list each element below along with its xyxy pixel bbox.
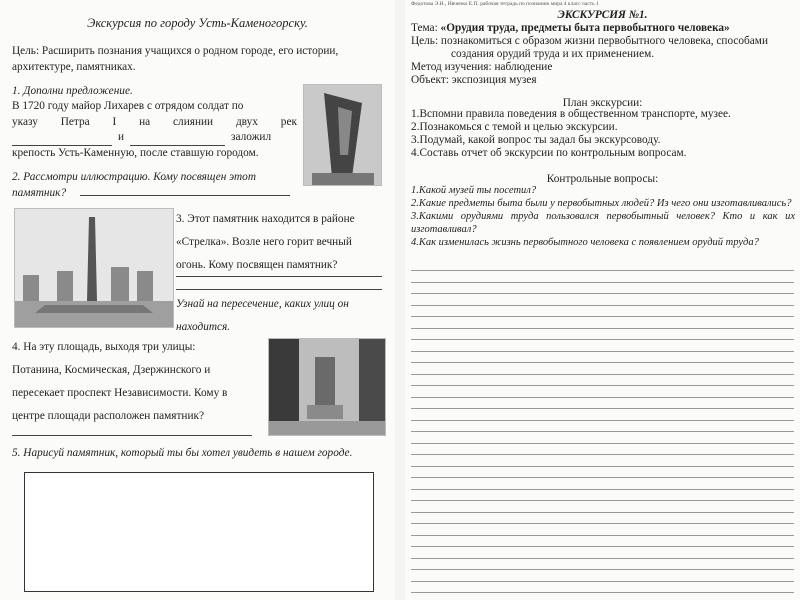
answer-line[interactable]	[411, 535, 794, 536]
answer-line[interactable]	[411, 500, 794, 501]
method-text: Метод изучения: наблюдение	[411, 61, 553, 73]
answer-line[interactable]	[411, 282, 794, 283]
q1-text: В 1720 году майор Лихарев с отрядом солдат по указу Петра I на слиянии двух рек и заложил крепость Усть-Каменную, после ставшую городом.	[12, 100, 297, 159]
monument-photo	[303, 84, 382, 186]
plan-list	[411, 108, 795, 160]
control-question: 2.Какие предметы быта были у первобытных людей? Из чего они изготавливались?	[411, 198, 792, 209]
answer-line[interactable]	[411, 489, 794, 490]
answer-line[interactable]	[411, 339, 794, 340]
q2-answer-line[interactable]	[80, 184, 290, 196]
q5-text: 5. Нарисуй памятник, который ты бы хотел увидеть в нашем городе.	[12, 447, 353, 459]
answer-line[interactable]	[411, 558, 794, 559]
answer-line[interactable]	[411, 293, 794, 294]
q3-text: 3. Этот памятник находится в районе «Стрелка». Возле него горит вечный огонь. Кому посвящен памятник?	[176, 213, 355, 271]
left-goal: Цель: Расширить познания учащихся о родном городе, его истории, архитектуре, памятниках.	[12, 45, 339, 73]
plan-item: 3.Подумай, какой вопрос ты задал бы экскурсоводу.	[411, 134, 661, 146]
answer-line[interactable]	[411, 316, 794, 317]
answer-line[interactable]	[411, 431, 794, 432]
theme-text: «Орудия труда, предметы быта первобытного человека»	[440, 22, 730, 34]
answer-line[interactable]	[411, 443, 794, 444]
q3-answer-line-2[interactable]	[176, 289, 382, 290]
answer-line[interactable]	[411, 477, 794, 478]
answer-line[interactable]	[411, 362, 794, 363]
right-worksheet-page	[405, 0, 800, 600]
answer-line[interactable]	[411, 270, 794, 271]
answer-line[interactable]	[411, 512, 794, 513]
q1-blank-river-2[interactable]	[130, 134, 225, 146]
right-page-title: ЭКСКУРСИЯ №1.	[557, 9, 648, 21]
q3-extra: Узнай на пересечение, каких улиц он находится.	[176, 298, 349, 333]
obelisk-photo	[14, 208, 174, 328]
answer-line[interactable]	[411, 546, 794, 547]
answer-line[interactable]	[411, 408, 794, 409]
plan-item: 4.Составь отчет об экскурсии по контрольным вопросам.	[411, 147, 687, 159]
answer-line[interactable]	[411, 397, 794, 398]
control-questions	[411, 184, 795, 249]
drawing-box[interactable]	[24, 472, 374, 592]
control-question: 3.Какими орудиями труда пользовался первобытный человек? Кто и как их изготавливал?	[411, 211, 795, 235]
left-worksheet-page	[0, 0, 395, 600]
answer-line[interactable]	[411, 351, 794, 352]
square-monument-photo	[268, 338, 386, 436]
object-text: Объект: экспозиция музея	[411, 74, 537, 86]
goal-line-1: Цель: познакомиться с образом жизни первобытного человека, способами	[411, 35, 768, 47]
left-page-title: Экскурсия по городу Усть-Каменогорску.	[87, 16, 308, 30]
plan-item: 2.Познакомься с темой и целью экскурсии.	[411, 121, 618, 133]
plan-item: 1.Вспомни правила поведения в общественном транспорте, музее.	[411, 108, 731, 120]
answer-line[interactable]	[411, 592, 794, 593]
q3-answer-line-1[interactable]	[176, 276, 382, 277]
answer-line[interactable]	[411, 385, 794, 386]
right-intro: Тема: «Орудия труда, предметы быта первобытного человека» Цель: познакомиться с образом жизни первобытного человека, способами создания орудий труда и их применением. Метод изучения: наблюдение Объект: экспозиция музея	[411, 22, 795, 87]
q2-text: 2. Рассмотри иллюстрацию. Кому посвящен этот памятник?	[12, 171, 256, 199]
answer-line[interactable]	[411, 466, 794, 467]
q4-text: 4. На эту площадь, выходя три улицы: Потанина, Космическая, Дзержинского и пересекает проспект Независимости. Кому в центре площади расположен памятник?	[12, 341, 228, 422]
right-small-header: Федотова Э.Н., Ивченко Е.П. рабочая тетрадь по познанию мира 4 класс часть 1	[411, 1, 599, 7]
q1-blank-river-1[interactable]	[12, 134, 112, 146]
plan-title: План экскурсии:	[562, 97, 643, 109]
answer-line[interactable]	[411, 581, 794, 582]
control-question: 1.Какой музей ты посетил?	[411, 185, 537, 196]
answer-line[interactable]	[411, 569, 794, 570]
answer-line[interactable]	[411, 374, 794, 375]
answer-line[interactable]	[411, 305, 794, 306]
goal-line-2: создания орудий труда и их применением.	[451, 48, 655, 60]
answer-line[interactable]	[411, 523, 794, 524]
q1-heading: 1. Дополни предложение.	[12, 85, 133, 97]
answer-line[interactable]	[411, 454, 794, 455]
q4-answer-line[interactable]	[12, 435, 252, 436]
control-question: 4.Как изменилась жизнь первобытного человека с появлением орудий труда?	[411, 237, 759, 248]
answer-line[interactable]	[411, 328, 794, 329]
control-title: Контрольные вопросы:	[546, 173, 659, 185]
answer-line[interactable]	[411, 420, 794, 421]
